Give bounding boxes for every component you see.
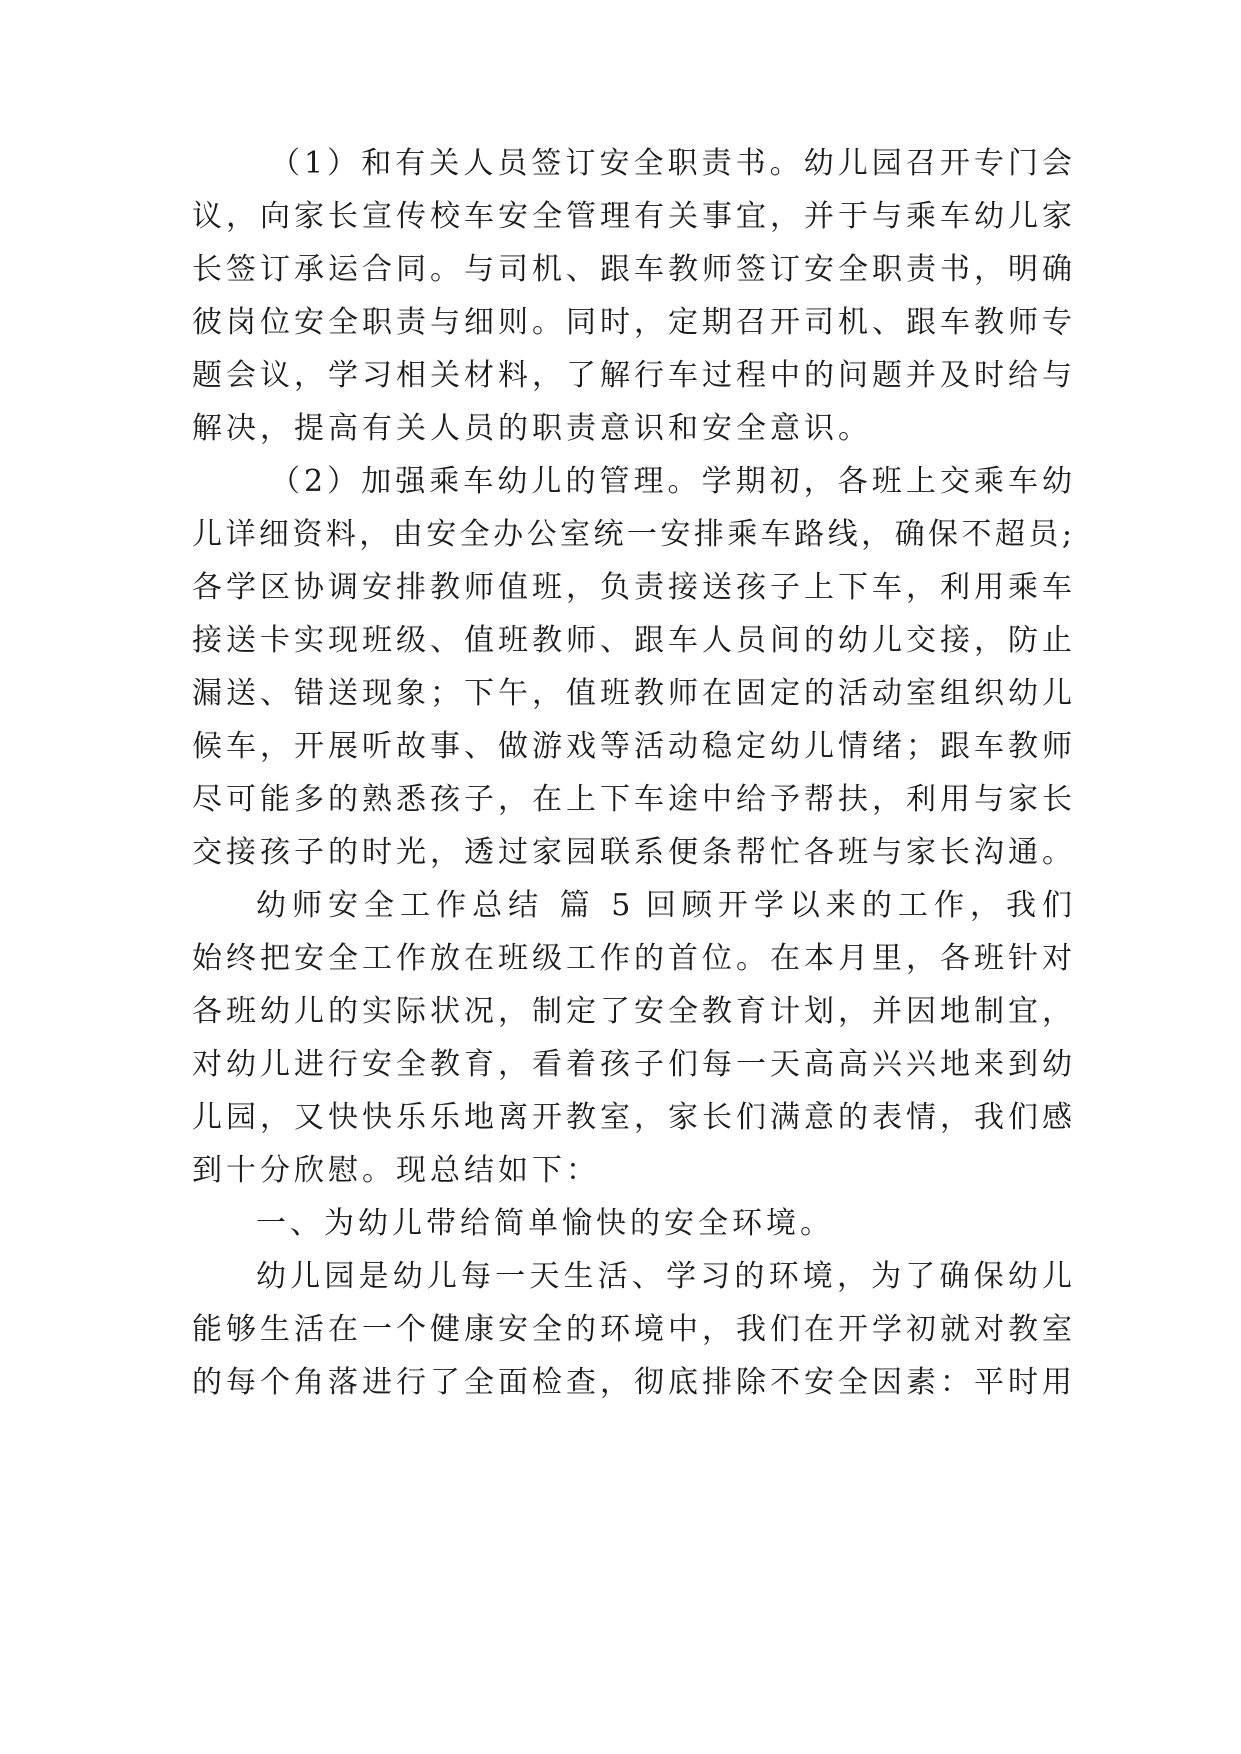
- text-line: 解决，提高有关人员的职责意识和安全意识。: [192, 411, 872, 446]
- text-line: 漏送、错送现象；下午，值班教师在固定的活动室组织幼儿: [192, 676, 1072, 711]
- text-line: 能够生活在一个健康安全的环境中，我们在开学初就对教室: [192, 1312, 1072, 1347]
- text-line: 交接孩子的时光，透过家园联系便条帮忙各班与家长沟通。: [192, 835, 1072, 870]
- text-line: 尽可能多的熟悉孩子，在上下车途中给予帮扶，利用与家长: [192, 782, 1072, 817]
- text-line: 彼岗位安全职责与细则。同时，定期召开司机、跟车教师专: [192, 305, 1072, 340]
- text-line: 各学区协调安排教师值班，负责接送孩子上下车，利用乘车: [192, 570, 1072, 605]
- text-line: 题会议，学习相关材料，了解行车过程中的问题并及时给与: [192, 358, 1072, 393]
- text-line: 幼儿园是幼儿每一天生活、学习的环境，为了确保幼儿: [256, 1259, 1072, 1294]
- text-line: 长签订承运合同。与司机、跟车教师签订安全职责书，明确: [192, 252, 1072, 287]
- text-line: 儿详细资料，由安全办公室统一安排乘车路线，确保不超员;: [192, 517, 1072, 552]
- text-line: 始终把安全工作放在班级工作的首位。在本月里，各班针对: [192, 941, 1072, 976]
- subheading-line: 一、为幼儿带给简单愉快的安全环境。: [256, 1206, 834, 1241]
- section-heading-line: 幼师安全工作总结 篇 5 回顾开学以来的工作，我们: [256, 888, 1072, 923]
- text-line: 的每个角落进行了全面检查，彻底排除不安全因素：平时用: [192, 1365, 1072, 1400]
- text-line: 候车，开展听故事、做游戏等活动稳定幼儿情绪；跟车教师: [192, 729, 1072, 764]
- text-line: 到十分欣慰。现总结如下：: [192, 1153, 600, 1188]
- text-line: 各班幼儿的实际状况，制定了安全教育计划，并因地制宜，: [192, 994, 1072, 1029]
- text-line: 接送卡实现班级、值班教师、跟车人员间的幼儿交接，防止: [192, 623, 1072, 658]
- text-line: 儿园，又快快乐乐地离开教室，家长们满意的表情，我们感: [192, 1100, 1072, 1135]
- text-line: 对幼儿进行安全教育，看着孩子们每一天高高兴兴地来到幼: [192, 1047, 1072, 1082]
- text-line: （1）和有关人员签订安全职责书。幼儿园召开专门会: [270, 146, 1072, 181]
- text-line: （2）加强乘车幼儿的管理。学期初，各班上交乘车幼: [270, 464, 1072, 499]
- text-line: 议，向家长宣传校车安全管理有关事宜，并于与乘车幼儿家: [192, 199, 1072, 234]
